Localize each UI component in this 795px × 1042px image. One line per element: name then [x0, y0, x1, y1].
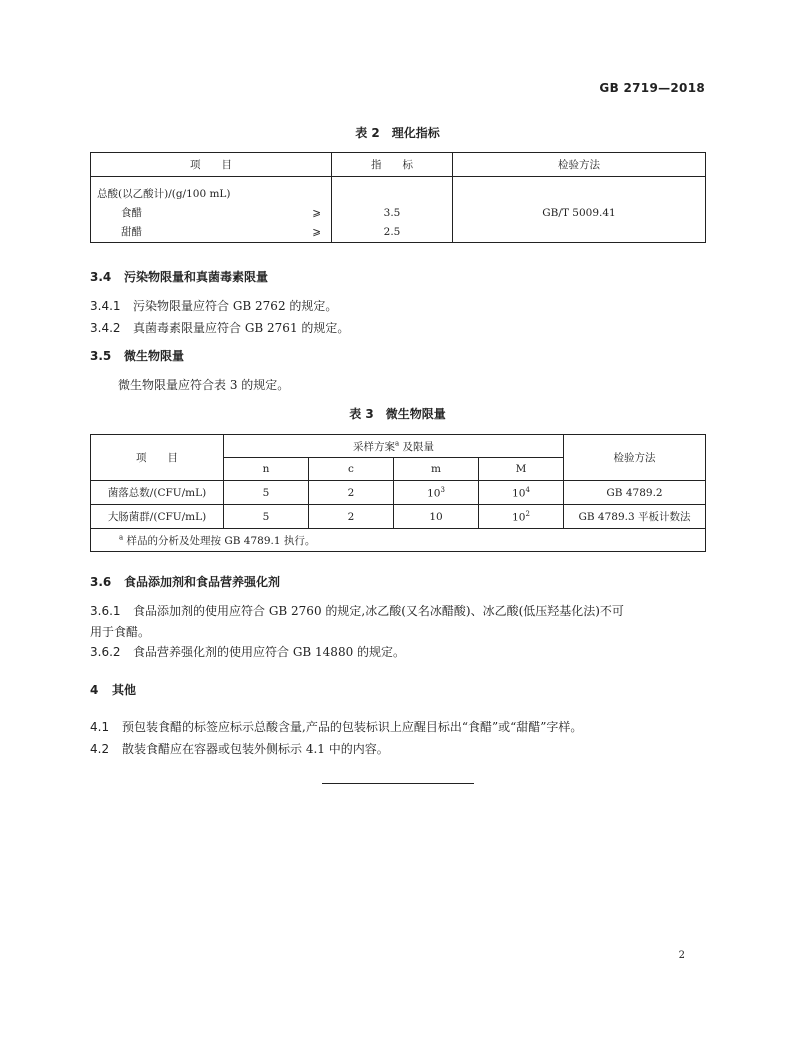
table2 — [90, 152, 706, 243]
table3-row-name: 大肠菌群/(CFU/mL) — [91, 505, 224, 529]
paragraph: 微生物限量应符合表 3 的规定。 — [118, 378, 290, 392]
clause-number: 3.6.2 — [90, 645, 121, 659]
power-base: 10 — [427, 487, 441, 500]
table3-header-plan — [224, 435, 564, 458]
clause-text: 污染物限量应符合 GB 2762 的规定。 — [133, 299, 338, 313]
table2-row-name: 甜醋 — [121, 226, 142, 238]
table3-cell-n: 5 — [224, 481, 309, 505]
table2-item-cell — [91, 177, 332, 243]
table3-cell-n: 5 — [224, 505, 309, 529]
table2-index-cell — [332, 177, 453, 243]
clause-number: 3.4.2 — [90, 321, 121, 335]
section-heading — [90, 268, 268, 285]
table3-footnote — [91, 529, 706, 552]
table3-cell-m — [394, 481, 479, 505]
clause-text: 真菌毒素限量应符合 GB 2761 的规定。 — [133, 321, 350, 335]
table2-row-sym: ⩾ — [312, 226, 321, 238]
table2-header-item: 项 目 — [91, 153, 332, 177]
table3-cell-method: GB 4789.2 — [564, 481, 706, 505]
table3 — [90, 434, 706, 552]
section-number: 3.6 — [90, 575, 112, 589]
clause — [90, 740, 389, 757]
table2-row-value: 2.5 — [383, 226, 401, 238]
table3-cell-M — [479, 481, 564, 505]
table-row — [91, 505, 706, 529]
clause — [90, 718, 582, 735]
clause — [90, 602, 624, 619]
standard-number: GB 2719—2018 — [599, 81, 705, 95]
power-exponent: 3 — [440, 485, 445, 494]
section-title: 食品添加剂和食品营养强化剂 — [124, 575, 281, 589]
table2-row — [97, 204, 325, 223]
section-heading — [90, 347, 184, 364]
clause-number: 4.2 — [90, 742, 110, 756]
table2-method: GB/T 5009.41 — [542, 207, 616, 219]
table2-row-group: 总酸(以乙酸计)/(g/100 mL) — [97, 188, 231, 200]
table3-header-plan-label: 采样方案 — [352, 440, 395, 453]
power-base: 10 — [512, 487, 526, 500]
table3-header-plan-tail: 及限量 — [399, 440, 435, 453]
footnote-marker: a — [394, 439, 400, 447]
section-number: 3.5 — [90, 349, 112, 363]
table2-row-sym: ⩾ — [312, 207, 321, 219]
clause-text: 食品营养强化剂的使用应符合 GB 14880 的规定。 — [133, 645, 406, 659]
power-base: 10 — [512, 511, 526, 524]
table2-row-name: 食醋 — [121, 207, 142, 219]
clause — [90, 297, 337, 314]
table-row — [91, 481, 706, 505]
clause-text: 散装食醋应在容器或包装外侧标示 4.1 中的内容。 — [122, 742, 389, 756]
section-number: 4 — [90, 683, 99, 697]
footnote-marker: a — [119, 533, 124, 541]
table2-header-index: 指 标 — [332, 153, 453, 177]
table3-header-item: 项 目 — [91, 435, 224, 481]
end-rule — [322, 783, 474, 784]
table3-caption: 表 3 微生物限量 — [349, 407, 446, 421]
clause-number: 3.4.1 — [90, 299, 121, 313]
table2-header-method: 检验方法 — [453, 153, 706, 177]
clause-text: 食品添加剂的使用应符合 GB 2760 的规定,冰乙酸(又名冰醋酸)、冰乙酸(低压羟基化法)不可 — [133, 604, 624, 618]
table3-header-method: 检验方法 — [564, 435, 706, 481]
clause — [90, 319, 349, 336]
table3-cell-c: 2 — [309, 505, 394, 529]
table2-row — [97, 223, 325, 242]
power-exponent: 4 — [525, 485, 530, 494]
table3-cell-M — [479, 505, 564, 529]
table3-sub-c: c — [309, 458, 394, 481]
table3-sub-M: M — [479, 458, 564, 481]
table3-cell-c: 2 — [309, 481, 394, 505]
table3-sub-m: m — [394, 458, 479, 481]
table3-row-name: 菌落总数/(CFU/mL) — [91, 481, 224, 505]
table3-cell-m: 10 — [394, 505, 479, 529]
section-title: 污染物限量和真菌毒素限量 — [124, 270, 269, 284]
table3-cell-method: GB 4789.3 平板计数法 — [564, 505, 706, 529]
section-title: 其他 — [112, 683, 137, 697]
clause-continuation: 用于食醋。 — [90, 625, 151, 639]
section-number: 3.4 — [90, 270, 112, 284]
power-exponent: 2 — [525, 509, 530, 518]
section-heading — [90, 681, 136, 698]
table3-sub-n: n — [224, 458, 309, 481]
clause-number: 3.6.1 — [90, 604, 121, 618]
table2-row-value: 3.5 — [383, 207, 401, 219]
section-title: 微生物限量 — [124, 349, 185, 363]
section-heading — [90, 573, 280, 590]
page-number: 2 — [678, 950, 685, 961]
clause-number: 4.1 — [90, 720, 110, 734]
table2-method-cell — [453, 177, 706, 243]
table2-caption: 表 2 理化指标 — [355, 126, 440, 140]
clause — [90, 643, 405, 660]
clause-text: 预包装食醋的标签应标示总酸含量,产品的包装标识上应醒目标出“食醋”或“甜醋”字样。 — [122, 720, 583, 734]
table3-footnote-text: 样品的分析及处理按 GB 4789.1 执行。 — [126, 534, 316, 547]
